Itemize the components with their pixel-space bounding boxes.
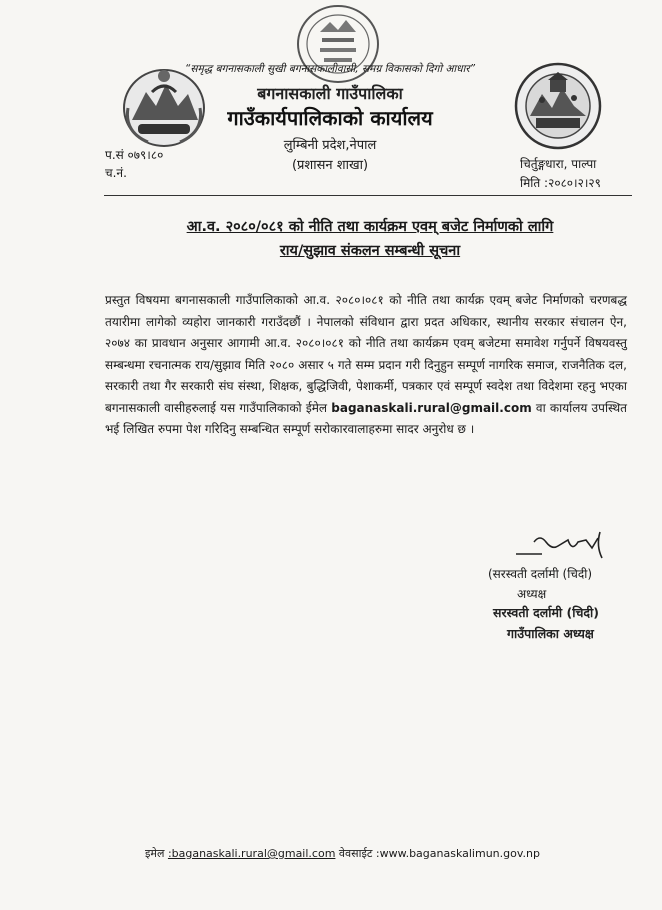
organization-name: बगनासकाली गाउँपालिका bbox=[257, 84, 403, 103]
municipality-logo bbox=[512, 60, 604, 152]
dispatch-number: च.नं. bbox=[105, 166, 127, 180]
section: (प्रशासन शाखा) bbox=[291, 158, 369, 173]
subject-line-2: राय/सुझाव संकलन सम्बन्धी सूचना bbox=[279, 243, 461, 259]
footer-website-label: वेवसाईट bbox=[338, 847, 373, 860]
office-location: चिर्तुङ्गधारा, पाल्पा bbox=[520, 157, 597, 171]
body-email[interactable]: baganaskali.rural@gmail.com bbox=[331, 400, 532, 415]
office-name: गाउँकार्यपालिकाको कार्यालय bbox=[227, 106, 433, 130]
footer-website[interactable]: :www.baganaskalimun.gov.np bbox=[375, 847, 540, 860]
stamp-title: गाउँपालिका अध्यक्ष bbox=[507, 626, 594, 641]
reference-number: प.सं ०७९।८० bbox=[105, 148, 164, 162]
province: लुम्बिनी प्रदेश,नेपाल bbox=[283, 138, 377, 153]
body-text-end: वा कार्यालय उपस्थित भई लिखित रुपमा पेश गरिदिनु सम्बन्धित सम्पूर्ण सरोकारवालाहरुमा सादर अनुरोध छ । bbox=[105, 400, 627, 436]
signatory-name: (सरस्वती दर्लामी (चिदी) bbox=[488, 567, 593, 581]
body-text: प्रस्तुत विषयमा बगनासकाली गाउँपालिकाको आ.व. २०८०।०८१ को नीति तथा कार्यक्र एवम् बजेट निर्माणको चरणबद्ध तयारीमा लागेको व्यहोरा जानकारी गराउँदछौं । नेपालको संविधान द्वारा प्रदत अधिकार, स्थानीय सरकार संचालन ऐन, २०७४ का प्रावधान अनुसार आगामी आ.व. २०८०।०८१ को नीति तथा कार्यक्रम एवम् बजेटमा समावेश गर्नुपर्ने विषयवस्तु सम्बन्धमा रचनात्मक राय/सुझाव मिति २०८० असार ५ गते सम्म प्रदान गरी दिनुहुन सम्पूर्ण नागरिक समाज, राजनैतिक दल, सरकारी तथा गैर सरकारी संघ संस्था, शिक्षक, बुद्धिजिवी, पेशाकर्मी, पत्रकार एवं सम्पूर्ण स्वदेश तथा विदेशमा रहनु भएका बगनासकाली वासीहरुलाई यस गाउँपालिकाको ईमेल bbox=[105, 293, 627, 415]
footer-email[interactable]: :baganaskali.rural@gmail.com bbox=[167, 847, 336, 860]
handwritten-signature bbox=[512, 528, 612, 562]
header-divider bbox=[104, 195, 632, 196]
footer bbox=[145, 846, 575, 861]
slogan: “समृद्ध बगनासकाली सुखी बगनासकालीवासी, समग्र विकासको दिगो आधार” bbox=[184, 63, 476, 75]
notice-body bbox=[105, 290, 627, 441]
footer-email-label: इमेल bbox=[145, 847, 165, 860]
letter-date: मिति :२०८०।२।२९ bbox=[520, 176, 601, 190]
signatory-designation: अध्यक्ष bbox=[517, 587, 547, 601]
subject-line-1: आ.व. २०८०/०८१ को नीति तथा कार्यक्रम एवम् बजेट निर्माणको लागि bbox=[186, 219, 554, 235]
stamp-name: सरस्वती दर्लामी (चिदी) bbox=[493, 605, 599, 620]
